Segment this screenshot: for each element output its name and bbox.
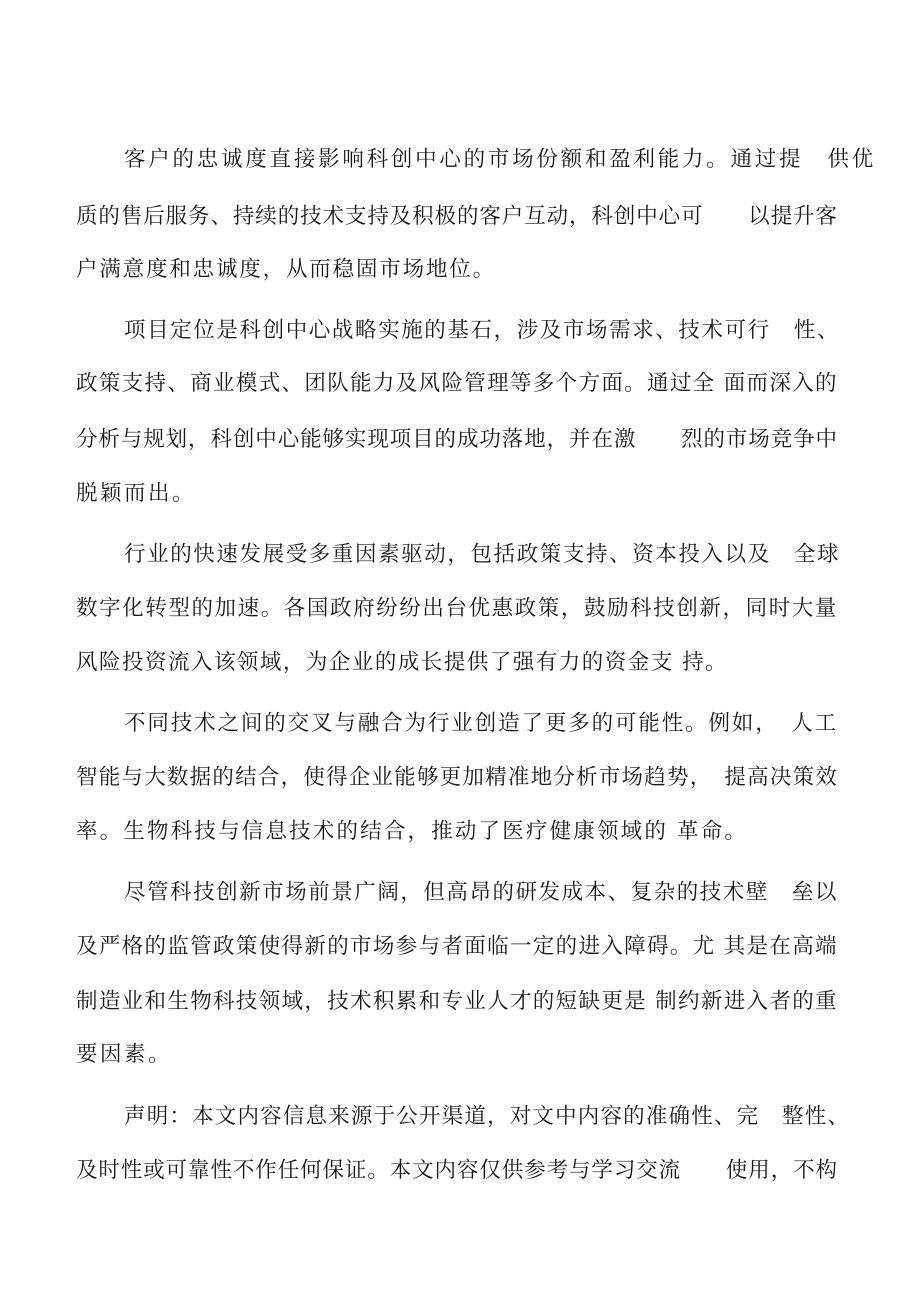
paragraph-5-line-4: 要因素。: [76, 1042, 173, 1067]
paragraph-4-line-3: 率。生物科技与信息技术的结合，推动了医疗健康领域的 革命。: [76, 819, 749, 844]
paragraph-4-line-2: 智能与大数据的结合，使得企业能够更加精准地分析市场趋势， 提高决策效: [76, 765, 839, 790]
paragraph-4-line-1: 不同技术之间的交叉与融合为行业创造了更多的可能性。例如， 人工: [124, 711, 839, 736]
paragraph-5-line-3: 制造业和生物科技领域，技术积累和专业人才的短缺更是 制约新进入者的重: [76, 989, 838, 1014]
paragraph-6-line-1: 声明：本文内容信息来源于公开渠道，对文中内容的准确性、完 整性、: [124, 1104, 851, 1129]
paragraph-2-line-1: 项目定位是科创中心战略实施的基石，涉及市场需求、技术可行 性、: [124, 318, 841, 343]
paragraph-1-line-3: 户满意度和忠诚度，从而稳固市场地位。: [76, 257, 496, 282]
paragraph-2-line-4: 脱颖而出。: [76, 481, 197, 506]
paragraph-2-line-3: 分析与规划，科创中心能够实现项目的成功落地，并在激 烈的市场竞争中: [76, 427, 838, 452]
paragraph-1-line-2: 质的售后服务、持续的技术支持及积极的客户互动，科创中心可 以提升客: [76, 204, 838, 229]
paragraph-5-line-2: 及严格的监管政策使得新的市场参与者面临一定的进入障碍。尤 其是在高端: [76, 934, 838, 959]
paragraph-3-line-1: 行业的快速发展受多重因素驱动，包括政策支持、资本投入以及 全球: [124, 542, 841, 567]
paragraph-5-line-1: 尽管科技创新市场前景广阔，但高昂的研发成本、复杂的技术壁 垒以: [124, 880, 838, 905]
paragraph-3-line-3: 风险投资流入该领域，为企业的成长提供了强有力的资金支 持。: [76, 650, 729, 675]
paragraph-6-line-2: 及时性或可靠性不作任何保证。本文内容仅供参考与学习交流 使用，不构: [76, 1158, 838, 1183]
paragraph-3-line-2: 数字化转型的加速。各国政府纷纷出台优惠政策，鼓励科技创新，同时大量: [76, 596, 838, 621]
paragraph-1-line-1: 客户的忠诚度直接影响科创中心的市场份额和盈利能力。通过提 供优: [124, 147, 877, 172]
paragraph-2-line-2: 政策支持、商业模式、团队能力及风险管理等多个方面。通过全 面而深入的: [76, 371, 838, 396]
